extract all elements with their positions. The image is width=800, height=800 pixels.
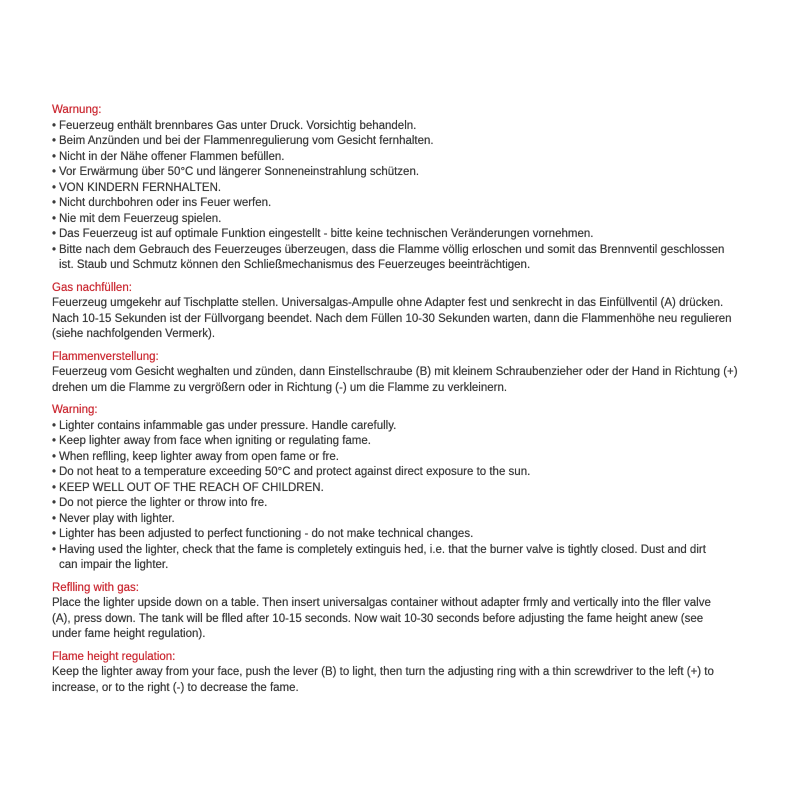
paragraph-text: under fame height regulation). xyxy=(52,628,206,640)
bullet-text: Nie mit dem Feuerzeug spielen. xyxy=(59,212,222,225)
bullet-text: Feuerzeug enthält brennbares Gas unter Druck. Vorsichtig behandeln. xyxy=(59,119,417,132)
bullet-text: Nicht durchbohren oder ins Feuer werfen. xyxy=(59,197,272,209)
bullet-item-continuation xyxy=(52,558,764,574)
bullet-glyph: • xyxy=(52,543,57,556)
bullet-item xyxy=(52,243,764,259)
bullet-glyph: • xyxy=(52,228,57,240)
bullet-text: can impair the lighter. xyxy=(59,559,169,571)
paragraph-line xyxy=(52,312,764,328)
paragraph-line xyxy=(52,681,764,697)
bullet-item xyxy=(52,150,764,166)
section-heading: Warnung: xyxy=(52,104,102,116)
paragraph-line xyxy=(52,665,764,681)
section xyxy=(52,281,764,343)
bullet-text: Bitte nach dem Gebrauch des Feuerzeuges überzeugen, dass die Flamme völlig erloschen und somit das Brennventil geschlossen xyxy=(59,243,725,256)
bullet-text: Having used the lighter, check that the fame is completely extinguis hed, i.e. that the burner valve is tightly closed. Dust and dirt xyxy=(59,543,706,556)
bullet-glyph: • xyxy=(52,466,57,478)
bullet-item xyxy=(52,165,764,181)
paragraph-line xyxy=(52,612,764,628)
paragraph-line xyxy=(52,327,764,343)
bullet-glyph: • xyxy=(52,419,57,432)
section-heading: Gas nachfüllen: xyxy=(52,281,132,294)
bullet-item xyxy=(52,512,764,528)
section-heading: Flammenverstellung: xyxy=(52,350,159,363)
bullet-item xyxy=(52,419,764,435)
paragraph-line xyxy=(52,381,764,397)
bullet-text: When reflling, keep lighter away from open fame or fre. xyxy=(59,450,339,463)
bullet-glyph: • xyxy=(52,497,57,509)
bullet-item xyxy=(52,134,764,150)
section-heading: Reflling with gas: xyxy=(52,581,139,594)
paragraph-text: Keep the lighter away from your face, push the lever (B) to light, then turn the adjusting ring with a thin screwdriver to the left (+) to xyxy=(52,666,714,678)
bullet-text: Do not pierce the lighter or throw into fre. xyxy=(59,497,268,509)
bullet-text: KEEP WELL OUT OF THE REACH OF CHILDREN. xyxy=(59,481,324,494)
bullet-text: ist. Staub und Schmutz können den Schließmechanismus des Feuerzeuges beeinträchtigen. xyxy=(59,259,531,271)
bullet-text: Keep lighter away from face when igniting or regulating fame. xyxy=(59,435,371,447)
bullet-glyph: • xyxy=(52,528,57,540)
paragraph-line xyxy=(52,365,764,381)
section-heading: Warning: xyxy=(52,404,98,416)
bullet-item xyxy=(52,543,764,559)
bullet-glyph: • xyxy=(52,243,57,256)
bullet-text: Never play with lighter. xyxy=(59,512,175,525)
section xyxy=(52,581,764,643)
paragraph-text: drehen um die Flamme zu vergrößern oder in Richtung (-) um die Flamme zu verkleinern. xyxy=(52,381,508,394)
bullet-item xyxy=(52,450,764,466)
bullet-text: Do not heat to a temperature exceeding 50°C and protect against direct exposure to the sun. xyxy=(59,466,531,478)
bullet-glyph: • xyxy=(52,119,57,132)
paragraph-text: (A), press down. The tank will be flled after 10-15 seconds. Now wait 10-30 seconds before adjusting the fame height anew (see xyxy=(52,612,704,625)
section xyxy=(52,103,764,274)
bullet-text: Beim Anzünden und bei der Flammenregulierung vom Gesicht fernhalten. xyxy=(59,135,434,147)
bullet-glyph: • xyxy=(52,135,57,147)
bullet-text: Vor Erwärmung über 50°C und längerer Sonneneinstrahlung schützen. xyxy=(59,166,420,178)
bullet-text: Das Feuerzeug ist auf optimale Funktion eingestellt - bitte keine technischen Veränderungen vornehmen. xyxy=(59,228,594,240)
paragraph-line xyxy=(52,596,764,612)
bullet-item-continuation xyxy=(52,258,764,274)
bullet-item xyxy=(52,527,764,543)
bullet-item xyxy=(52,481,764,497)
paragraph-text: Feuerzeug umgekehr auf Tischplatte stellen. Universalgas-Ampulle ohne Adapter fest und senkrecht in das Einfüllventil (A) drücken. xyxy=(52,297,724,309)
paragraph-text: increase, or to the right (-) to decrease the fame. xyxy=(52,681,299,694)
bullet-glyph: • xyxy=(52,197,57,209)
section xyxy=(52,350,764,397)
bullet-item xyxy=(52,181,764,197)
paragraph-text: Place the lighter upside down on a table. Then insert universalgas container without adapter frmly and vertically into the fller valve xyxy=(52,597,711,609)
bullet-item xyxy=(52,212,764,228)
bullet-item xyxy=(52,196,764,212)
bullet-text: Nicht in der Nähe offener Flammen befüllen. xyxy=(59,150,285,163)
bullet-glyph: • xyxy=(52,150,57,163)
paragraph-text: (siehe nachfolgenden Vermerk). xyxy=(52,328,216,340)
paragraph-text: Nach 10-15 Sekunden ist der Füllvorgang beendet. Nach dem Füllen 10-30 Sekunden warten, dann die Flammenhöhe neu regulieren xyxy=(52,312,732,325)
section xyxy=(52,650,764,697)
paragraph-line xyxy=(52,296,764,312)
paragraph-text: Feuerzeug vom Gesicht weghalten und zünden, dann Einstellschraube (B) mit kleinem Schraubenzieher oder der Hand in Richtung (+) xyxy=(52,366,738,378)
paragraph-line xyxy=(52,627,764,643)
bullet-item xyxy=(52,227,764,243)
section xyxy=(52,403,764,574)
bullet-text: Lighter has been adjusted to perfect functioning - do not make technical changes. xyxy=(59,528,474,540)
bullet-glyph: • xyxy=(52,512,57,525)
section-heading: Flame height regulation: xyxy=(52,650,176,663)
bullet-glyph: • xyxy=(52,450,57,463)
bullet-item xyxy=(52,465,764,481)
bullet-glyph: • xyxy=(52,481,57,494)
bullet-glyph: • xyxy=(52,212,57,225)
instruction-sheet xyxy=(52,103,764,696)
bullet-item xyxy=(52,496,764,512)
bullet-item xyxy=(52,434,764,450)
bullet-text: VON KINDERN FERNHALTEN. xyxy=(59,181,222,194)
bullet-glyph: • xyxy=(52,435,57,447)
bullet-glyph: • xyxy=(52,166,57,178)
bullet-glyph: • xyxy=(52,181,57,194)
bullet-text: Lighter contains infammable gas under pressure. Handle carefully. xyxy=(59,419,397,432)
bullet-item xyxy=(52,119,764,135)
